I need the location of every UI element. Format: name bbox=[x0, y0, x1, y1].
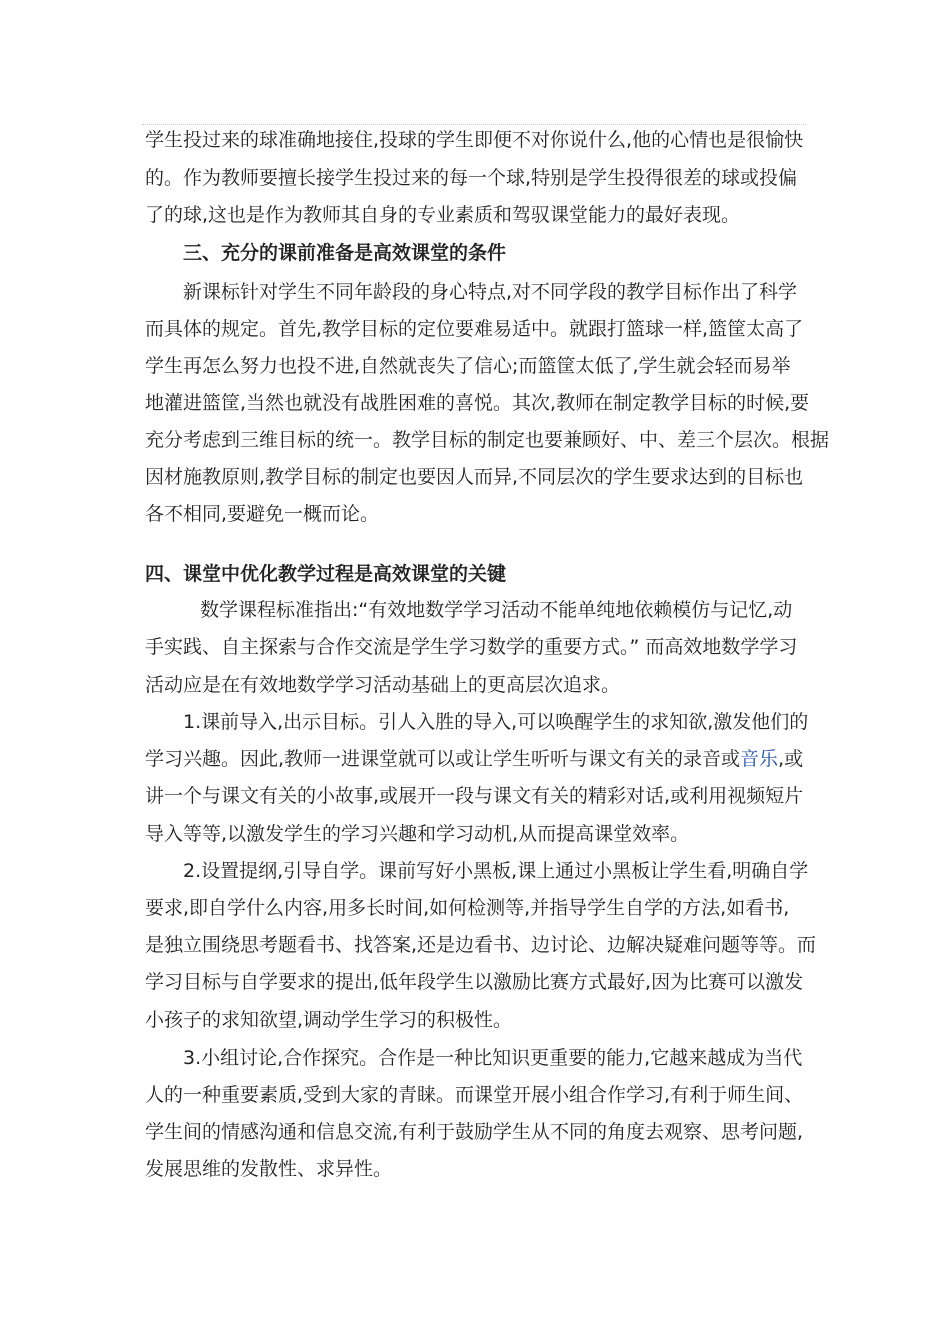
paragraph-6-line-4: 发展思维的发散性、求异性。 bbox=[145, 1158, 393, 1180]
paragraph-5-line-5: 小孩子的求知欲望,调动学生学习的积极性。 bbox=[145, 1009, 513, 1031]
music-link[interactable]: 音乐 bbox=[740, 748, 779, 770]
paragraph-2-line-7: 各不相同,要避免一概而论。 bbox=[145, 503, 380, 525]
paragraph-6-line-3: 学生间的情感沟通和信息交流,有利于鼓励学生从不同的角度去观察、思考问题, bbox=[145, 1121, 804, 1143]
paragraph-5-line-4: 学习目标与自学要求的提出,低年段学生以激励比赛方式最好,因为比赛可以激发 bbox=[145, 971, 804, 993]
paragraph-4-line-2-text: 学习兴趣。因此,教师一进课堂就可以或让学生听听与课文有关的录音或 bbox=[145, 748, 741, 770]
paragraph-3-line-1: 数学课程标准指出:“有效地数学学习活动不能单纯地依赖模仿与记忆,动 bbox=[200, 599, 793, 621]
top-divider bbox=[142, 124, 806, 125]
paragraph-5-line-3: 是独立围绕思考题看书、找答案,还是边看书、边讨论、边解决疑难问题等等。而 bbox=[145, 934, 817, 956]
paragraph-1-line-1: 学生投过来的球准确地接住,投球的学生即便不对你说什么,他的心情也是很愉快 bbox=[145, 129, 804, 151]
paragraph-4-line-2-tail: ,或 bbox=[778, 748, 804, 770]
paragraph-2-line-5: 充分考虑到三维目标的统一。教学目标的制定也要兼顾好、中、差三个层次。根据 bbox=[145, 429, 830, 451]
paragraph-1-line-3: 了的球,这也是作为教师其自身的专业素质和驾驭课堂能力的最好表现。 bbox=[145, 204, 741, 226]
paragraph-4-line-4: 导入等等,以激发学生的学习兴趣和学习动机,从而提高课堂效率。 bbox=[145, 823, 690, 845]
paragraph-2-line-4: 地灌进篮筐,当然也就没有战胜困难的喜悦。其次,教师在制定教学目标的时候,要 bbox=[145, 392, 810, 414]
paragraph-5-line-1: 2.设置提纲,引导自学。课前写好小黑板,课上通过小黑板让学生看,明确自学 bbox=[183, 860, 809, 882]
paragraph-5-line-2: 要求,即自学什么内容,用多长时间,如何检测等,并指导学生自学的方法,如看书, bbox=[145, 897, 790, 919]
section-heading-3: 三、充分的课前准备是高效课堂的条件 bbox=[183, 242, 507, 264]
paragraph-4-line-1: 1.课前导入,出示目标。引人入胜的导入,可以唤醒学生的求知欲,激发他们的 bbox=[183, 711, 809, 733]
section-heading-4: 四、课堂中优化教学过程是高效课堂的关键 bbox=[145, 563, 507, 585]
paragraph-2-line-6: 因材施教原则,教学目标的制定也要因人而异,不同层次的学生要求达到的目标也 bbox=[145, 466, 804, 488]
paragraph-3-line-3: 活动应是在有效地数学学习活动基础上的更高层次追求。 bbox=[145, 674, 621, 696]
paragraph-3-line-2: 手实践、自主探索与合作交流是学生学习数学的重要方式。” 而高效地数学学习 bbox=[145, 636, 798, 658]
paragraph-2-line-2: 而具体的规定。首先,教学目标的定位要难易适中。就跟打篮球一样,篮筐太高了 bbox=[145, 318, 804, 340]
paragraph-6-line-2: 人的一种重要素质,受到大家的青睐。而课堂开展小组合作学习,有利于师生间、 bbox=[145, 1084, 804, 1106]
paragraph-6-line-1: 3.小组讨论,合作探究。合作是一种比知识更重要的能力,它越来越成为当代 bbox=[183, 1047, 803, 1069]
paragraph-2-line-1: 新课标针对学生不同年龄段的身心特点,对不同学段的教学目标作出了科学 bbox=[183, 281, 798, 303]
paragraph-2-line-3: 学生再怎么努力也投不进,自然就丧失了信心;而篮筐太低了,学生就会轻而易举 bbox=[145, 355, 791, 377]
paragraph-4-line-3: 讲一个与课文有关的小故事,或展开一段与课文有关的精彩对话,或利用视频短片 bbox=[145, 785, 804, 807]
paragraph-4-line-2 bbox=[145, 747, 803, 771]
paragraph-1-line-2: 的。作为教师要擅长接学生投过来的每一个球,特别是学生投得很差的球或投偏 bbox=[145, 167, 798, 189]
